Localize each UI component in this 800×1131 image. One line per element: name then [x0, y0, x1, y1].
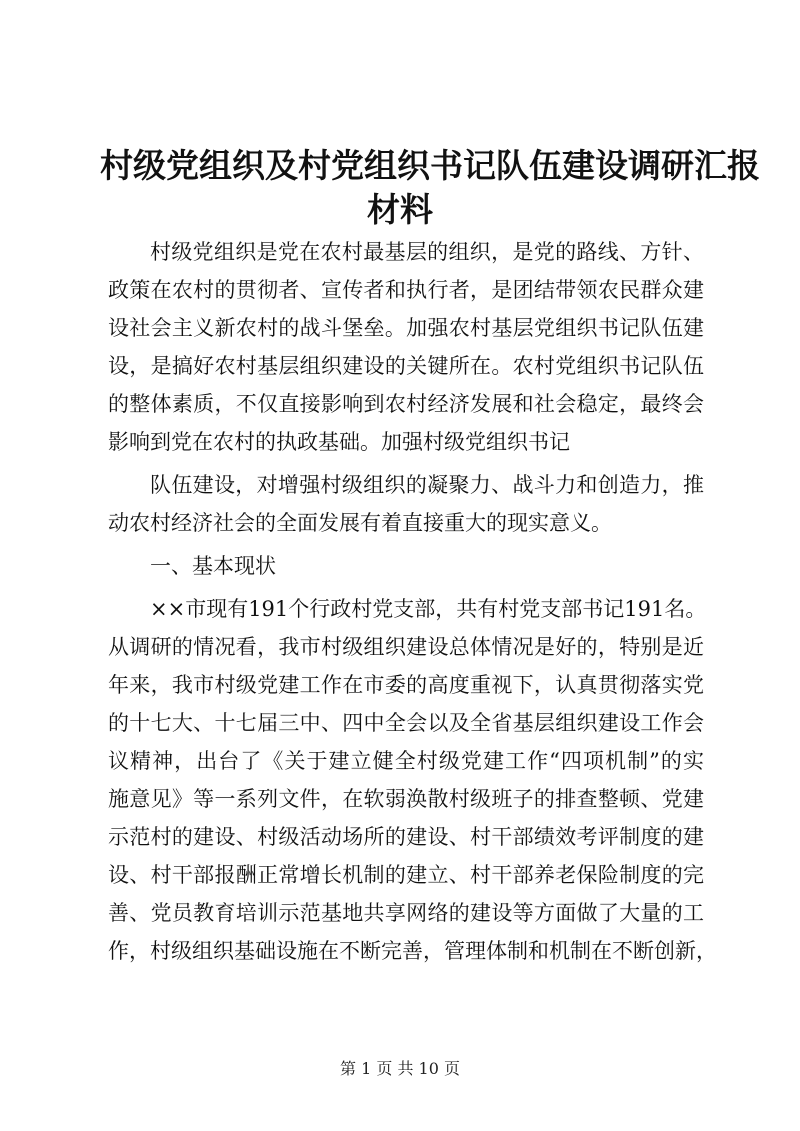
document-title-line-2: 材料 [367, 190, 433, 229]
section-heading: 一、基本现状 [150, 554, 276, 578]
paragraph-line: 善、党员教育培训示范基地共享网络的建设等方面做了大量的工 [108, 901, 704, 925]
paragraph-line: 施意见》等一系列文件，在软弱涣散村级班子的排查整顿、党建 [108, 787, 704, 811]
paragraph-line: 政策在农村的贯彻者、宣传者和执行者，是团结带领农民群众建 [108, 278, 704, 302]
body-text [108, 233, 717, 970]
paragraph-significance [108, 466, 704, 542]
paragraph-intro [108, 233, 704, 461]
paragraph-line: 设社会主义新农村的战斗堡垒。加强农村基层党组织书记队伍建 [108, 316, 704, 340]
section-heading-basic-status [108, 547, 704, 585]
paragraph-line: 设、村干部报酬正常增长机制的建立、村干部养老保险制度的完 [108, 863, 704, 887]
paragraph-line: 村级党组织是党在农村最基层的组织，是党的路线、方针、 [150, 240, 704, 264]
paragraph-line: 设，是搞好农村基层组织建设的关键所在。农村党组织书记队伍 [108, 354, 704, 378]
paragraph-line: 从调研的情况看，我市村级组织建设总体情况是好的，特别是近 [108, 635, 704, 659]
paragraph-current-status [108, 590, 717, 970]
document-title-line-1: 村级党组织及村党组织书记队伍建设调研汇报 [100, 146, 760, 185]
paragraph-line: 年来，我市村级党建工作在市委的高度重视下，认真贯彻落实党 [108, 673, 704, 697]
paragraph-line: 队伍建设，对增强村级组织的凝聚力、战斗力和创造力，推 [150, 473, 704, 497]
paragraph-line: 示范村的建设、村级活动场所的建设、村干部绩效考评制度的建 [108, 825, 704, 849]
paragraph-line: 影响到党在农村的执政基础。加强村级党组织书记 [108, 430, 570, 454]
paragraph-line: 的十七大、十七届三中、四中全会以及全省基层组织建设工作会 [108, 711, 704, 735]
paragraph-line: 的整体素质，不仅直接影响到农村经济发展和社会稳定，最终会 [108, 392, 704, 416]
paragraph-line: ××市现有191个行政村党支部，共有村党支部书记191名。 [150, 597, 707, 621]
paragraph-line: 议精神，出台了《关于建立健全村级党建工作“四项机制”的实 [108, 749, 704, 773]
paragraph-line: 动农村经济社会的全面发展有着直接重大的现实意义。 [108, 511, 612, 535]
page-footer: 第 1 页 共 10 页 [340, 1059, 460, 1078]
paragraph-line: 作，村级组织基础设施在不断完善，管理体制和机制在不断创新， [108, 939, 717, 963]
